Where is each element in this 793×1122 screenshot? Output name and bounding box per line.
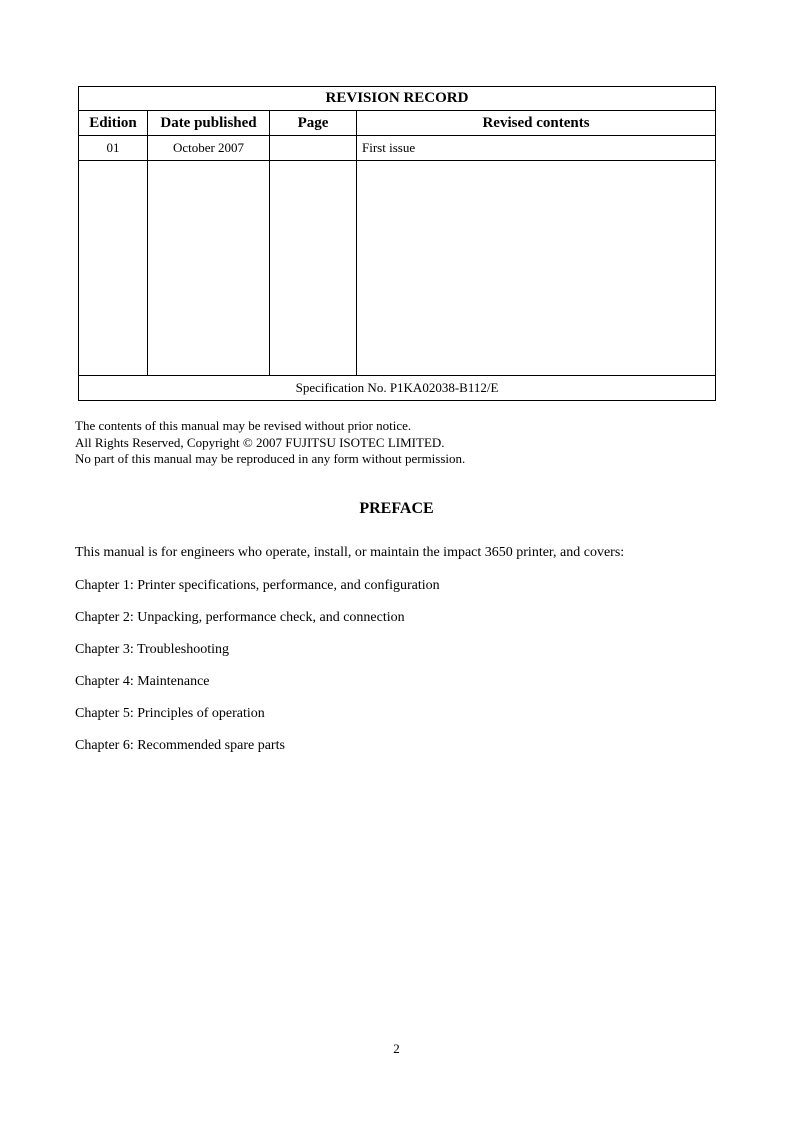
- page-number: 2: [393, 1041, 400, 1056]
- preface-intro: This manual is for engineers who operate, install, or maintain the impact 3650 printer, and covers:: [75, 545, 625, 560]
- specification-number: Specification No. P1KA02038-B112/E: [79, 376, 716, 401]
- notice-line: All Rights Reserved, Copyright © 2007 FUJITSU ISOTEC LIMITED.: [75, 434, 445, 450]
- revision-record-table: [78, 86, 716, 401]
- copyright-notice: [75, 418, 465, 468]
- edition-cell: 01: [79, 136, 148, 161]
- table-row: [79, 136, 716, 161]
- date-published-cell: October 2007: [148, 136, 270, 161]
- chapter-list: [75, 577, 440, 769]
- chapter-item: Chapter 2: Unpacking, performance check, and connection: [75, 610, 405, 625]
- chapter-item: Chapter 5: Principles of operation: [75, 706, 265, 721]
- column-header-page: Page: [270, 111, 357, 136]
- revised-contents-cell: First issue: [357, 136, 716, 161]
- preface-heading: PREFACE: [359, 500, 434, 517]
- chapter-item: Chapter 1: Printer specifications, performance, and configuration: [75, 578, 440, 593]
- column-header-date-published: Date published: [148, 111, 270, 136]
- page-cell: [270, 136, 357, 161]
- revision-record-title: REVISION RECORD: [79, 87, 716, 111]
- chapter-item: Chapter 4: Maintenance: [75, 674, 210, 689]
- chapter-item: Chapter 6: Recommended spare parts: [75, 738, 285, 753]
- notice-line: No part of this manual may be reproduced in any form without permission.: [75, 451, 466, 466]
- chapter-item: Chapter 3: Troubleshooting: [75, 642, 230, 657]
- column-header-revised-contents: Revised contents: [357, 111, 716, 136]
- notice-line: The contents of this manual may be revised without prior notice.: [75, 418, 412, 433]
- column-header-edition: Edition: [79, 111, 148, 136]
- empty-table-row: [79, 161, 716, 376]
